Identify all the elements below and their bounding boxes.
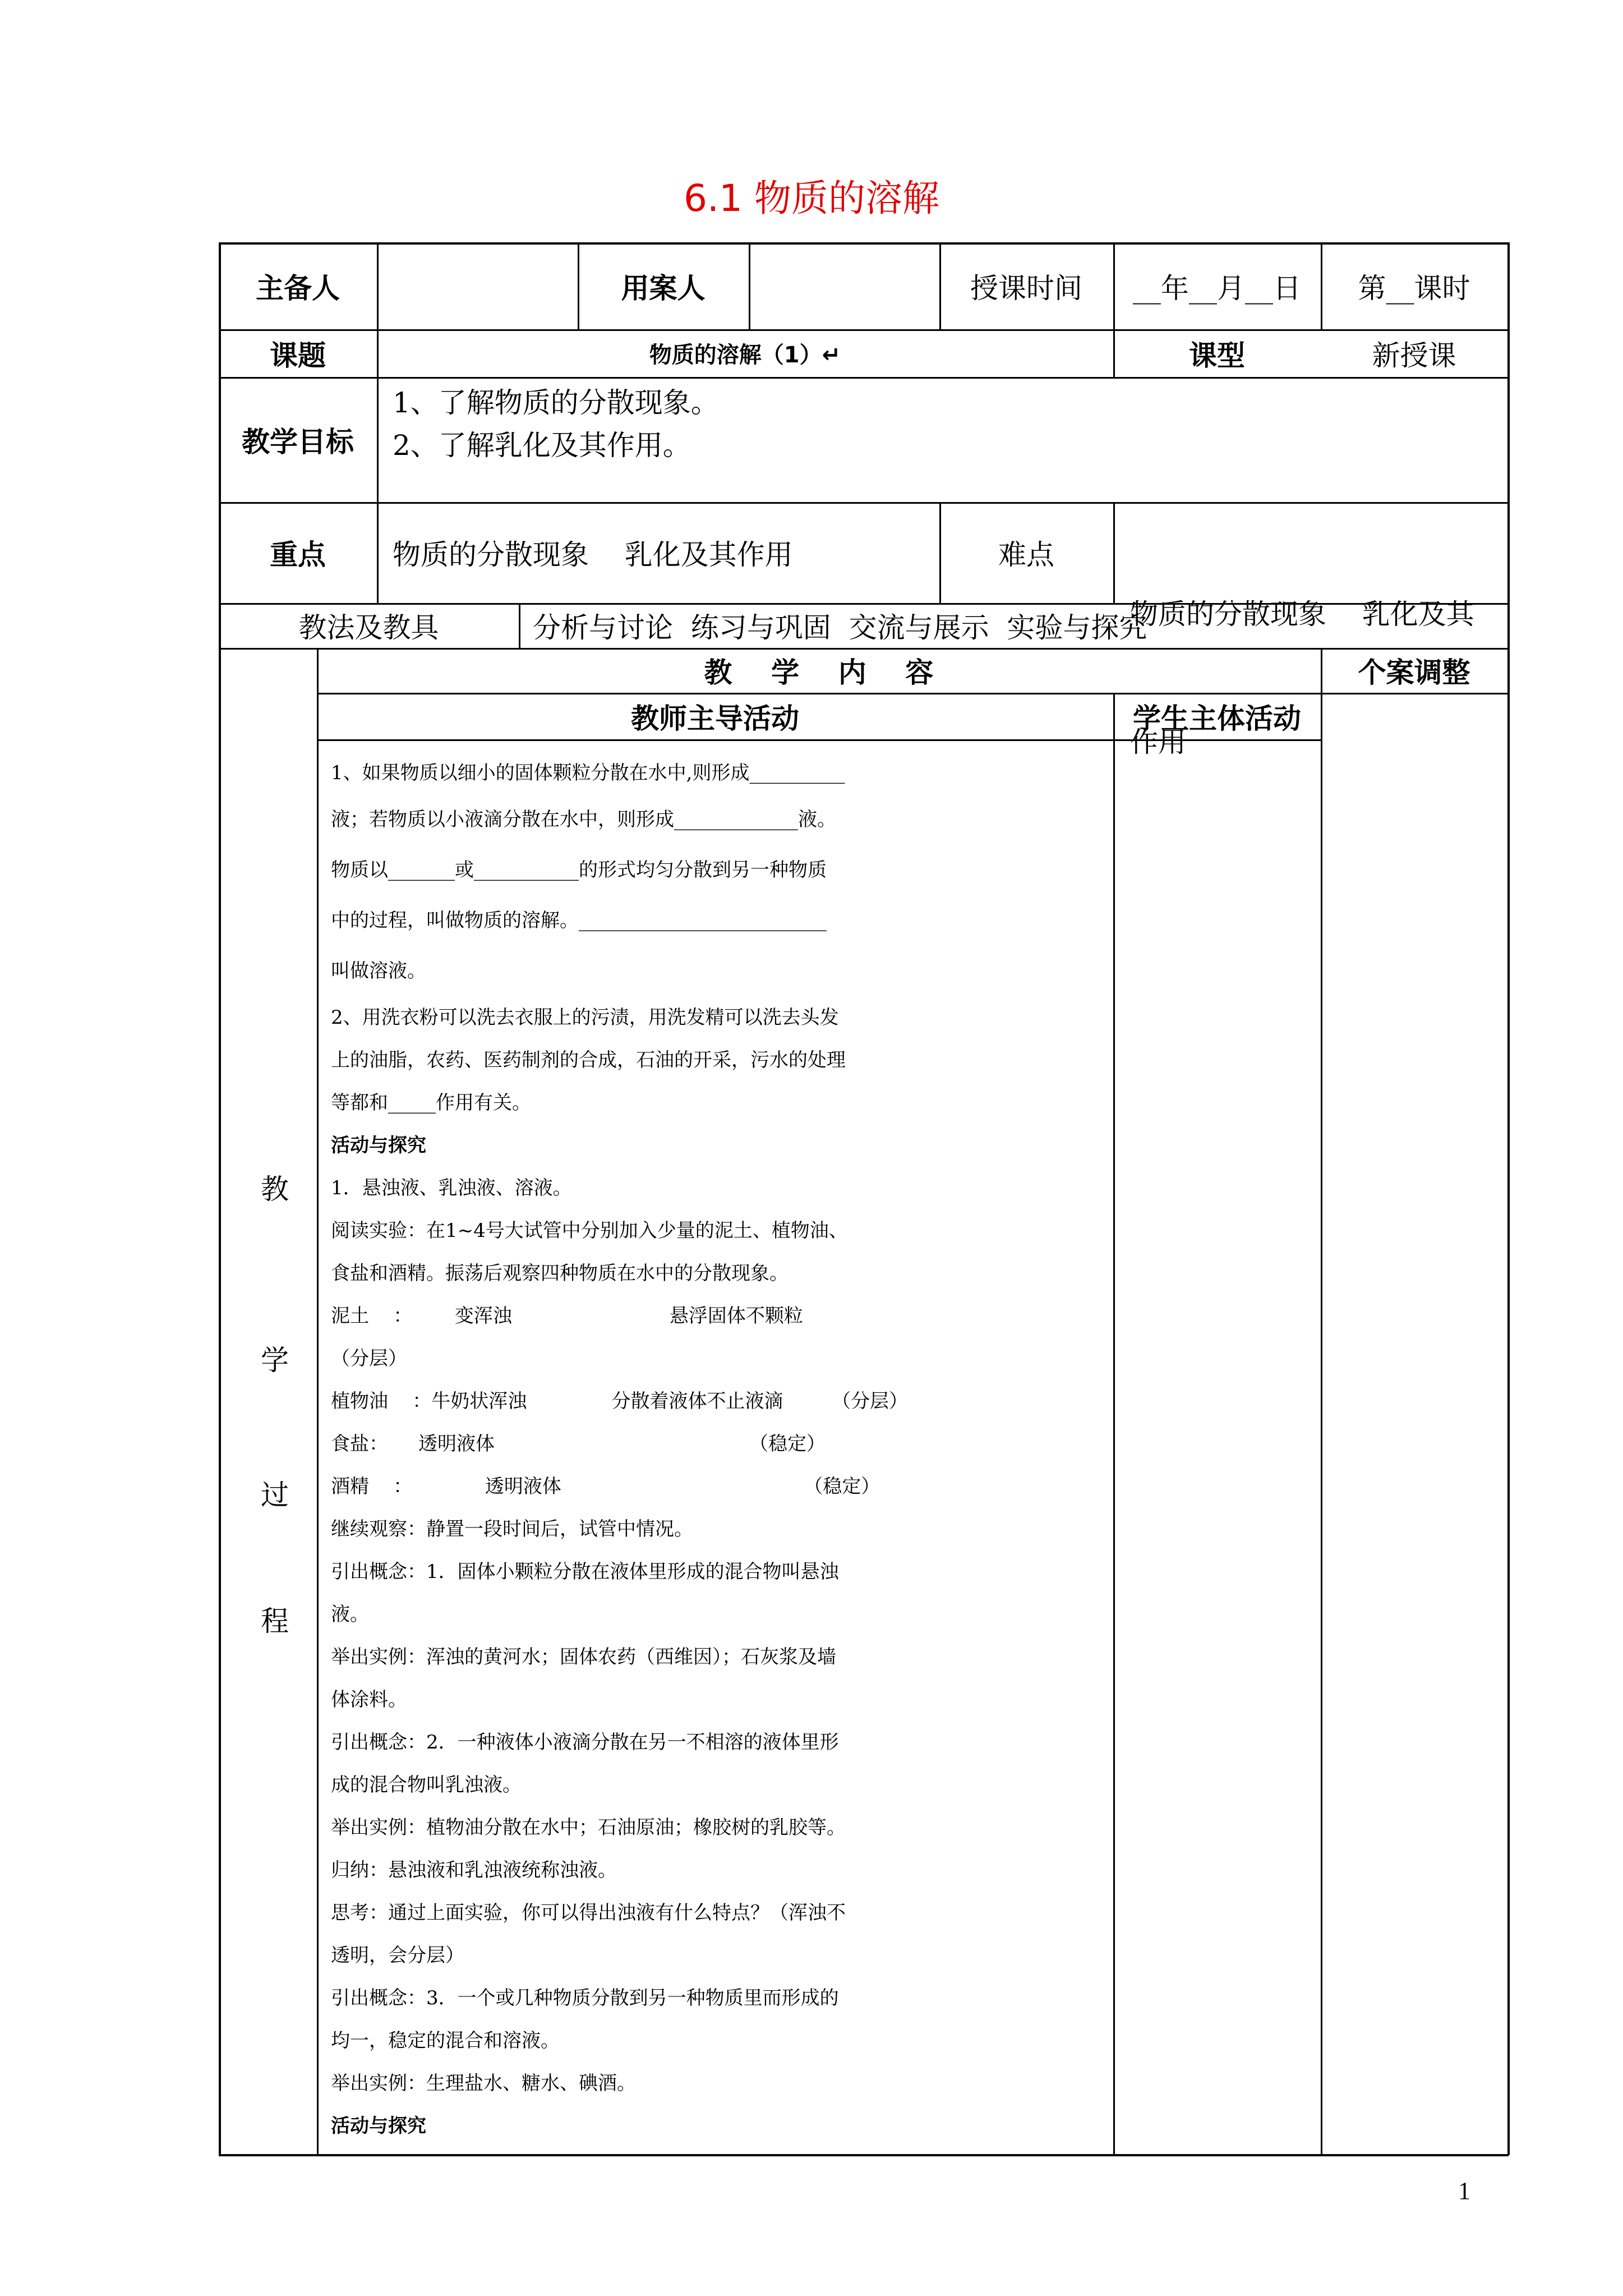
difficulty-line: 作用 — [1130, 726, 1186, 758]
user-label: 用案人 — [621, 271, 706, 305]
teacher-content — [331, 752, 1110, 2147]
content-line: 思考：通过上面实验，你可以得出浊液有什么特点？（浑浊不 — [331, 1902, 846, 1924]
content-line: 食盐： 透明液体 （稳定） — [331, 1433, 826, 1455]
content-line: 举出实例：浑浊的黄河水；固体农药（西维因）；石灰浆及墙 — [331, 1646, 836, 1668]
content-line: 透明，会分层） — [331, 1944, 464, 1967]
lesson-date: __年__月__日 — [1133, 272, 1301, 305]
content-line: 举出实例：生理盐水、糖水、碘酒。 — [331, 2072, 636, 2095]
content-line: 食盐和酒精。振荡后观察四种物质在水中的分散现象。 — [331, 1262, 789, 1285]
content-line: 引出概念：1．固体小颗粒分散在液体里形成的混合物叫悬浊 — [331, 1561, 839, 1583]
content-line: 中的过程，叫做物质的溶解。__________________________ — [331, 909, 827, 932]
content-line: 2、用洗衣粉可以洗去衣服上的污渍，用洗发精可以洗去头发 — [331, 1006, 839, 1029]
page-number: 1 — [1458, 2177, 1470, 2205]
user-value[interactable] — [749, 242, 939, 329]
topic-value: 物质的溶解（1）↵ — [649, 342, 841, 368]
content-line: 归纳：悬浊液和乳浊液统称浊液。 — [331, 1859, 617, 1881]
difficulty-line: 物质的分散现象 乳化及其 — [1130, 598, 1474, 631]
content-line: 成的混合物叫乳浊液。 — [331, 1774, 522, 1796]
content-line: 1、如果物质以细小的固体颗粒分散在水中,则形成__________ — [331, 762, 845, 784]
prep-person-label: 主备人 — [256, 271, 340, 305]
key-points-value: 物质的分散现象 乳化及其作用 — [393, 539, 793, 571]
content-line: 液。 — [331, 1603, 369, 1626]
student-header: 学生主体活动 — [1133, 701, 1301, 735]
content-line: 活动与探究 — [331, 2115, 426, 2137]
content-line: 均一，稳定的混合和溶液。 — [331, 2030, 560, 2052]
topic-type-label: 课型 — [1189, 338, 1245, 372]
content-line: 引出概念：3．一个或几种物质分散到另一种物质里而形成的 — [331, 1987, 839, 2009]
content-line: 植物油 ：牛奶状浑浊 分散着液体不止液滴 （分层） — [331, 1390, 908, 1412]
methods-value: 分析与讨论 练习与巩固 交流与展示 实验与探究 — [533, 611, 1147, 644]
content-line: 阅读实验：在1~4号大试管中分别加入少量的泥土、植物油、 — [331, 1220, 848, 1242]
content-line: 叫做溶液。 — [331, 960, 426, 982]
content-header: 教 学 内 容 — [704, 656, 934, 689]
side-label-char: 学 — [261, 1344, 289, 1377]
content-line: 泥土 ： 变浑浊 悬浮固体不颗粒 — [331, 1305, 803, 1327]
side-label-char: 程 — [261, 1605, 289, 1637]
content-line: 上的油脂，农药、医药制剂的合成，石油的开采，污水的处理 — [331, 1049, 846, 1071]
teacher-header: 教师主导活动 — [631, 701, 799, 735]
content-line: 继续观察：静置一段时间后，试管中情况。 — [331, 1518, 693, 1540]
objective-item: 1、了解物质的分散现象。 — [393, 386, 719, 419]
content-line: 等都和_____作用有关。 — [331, 1092, 531, 1114]
topic-type-value: 新授课 — [1372, 339, 1456, 372]
objective-item: 2、了解乳化及其作用。 — [393, 429, 691, 462]
content-line: 物质以_______或___________的形式均匀分散到另一种物质 — [331, 859, 827, 881]
objectives-label: 教学目标 — [242, 425, 354, 458]
content-line: 液；若物质以小液滴分散在水中，则形成_____________液。 — [331, 808, 836, 831]
content-line: 酒精 ： 透明液体 （稳定） — [331, 1475, 880, 1498]
methods-label: 教法及教具 — [298, 611, 439, 644]
adjust-header: 个案调整 — [1358, 656, 1470, 689]
lesson-period: 第__课时 — [1358, 272, 1470, 305]
side-label-char: 过 — [261, 1479, 289, 1511]
document-title: 6.1 物质的溶解 — [684, 177, 939, 220]
objectives-list — [393, 381, 1458, 467]
key-points-label: 重点 — [270, 538, 326, 571]
content-line: 1．悬浊液、乳浊液、溶液。 — [331, 1177, 572, 1199]
lesson-time-label: 授课时间 — [970, 272, 1082, 305]
difficulty-label: 难点 — [998, 539, 1054, 571]
side-label-char: 教 — [261, 1173, 289, 1205]
topic-label: 课题 — [270, 338, 326, 372]
content-line: 体涂料。 — [331, 1688, 407, 1711]
content-line: 引出概念：2．一种液体小液滴分散在另一不相溶的液体里形 — [331, 1731, 839, 1754]
content-line: 活动与探究 — [331, 1134, 426, 1157]
content-line: 举出实例：植物油分散在水中；石油原油；橡胶树的乳胶等。 — [331, 1816, 846, 1839]
prep-person-value[interactable] — [377, 242, 578, 329]
content-line: （分层） — [331, 1347, 407, 1370]
